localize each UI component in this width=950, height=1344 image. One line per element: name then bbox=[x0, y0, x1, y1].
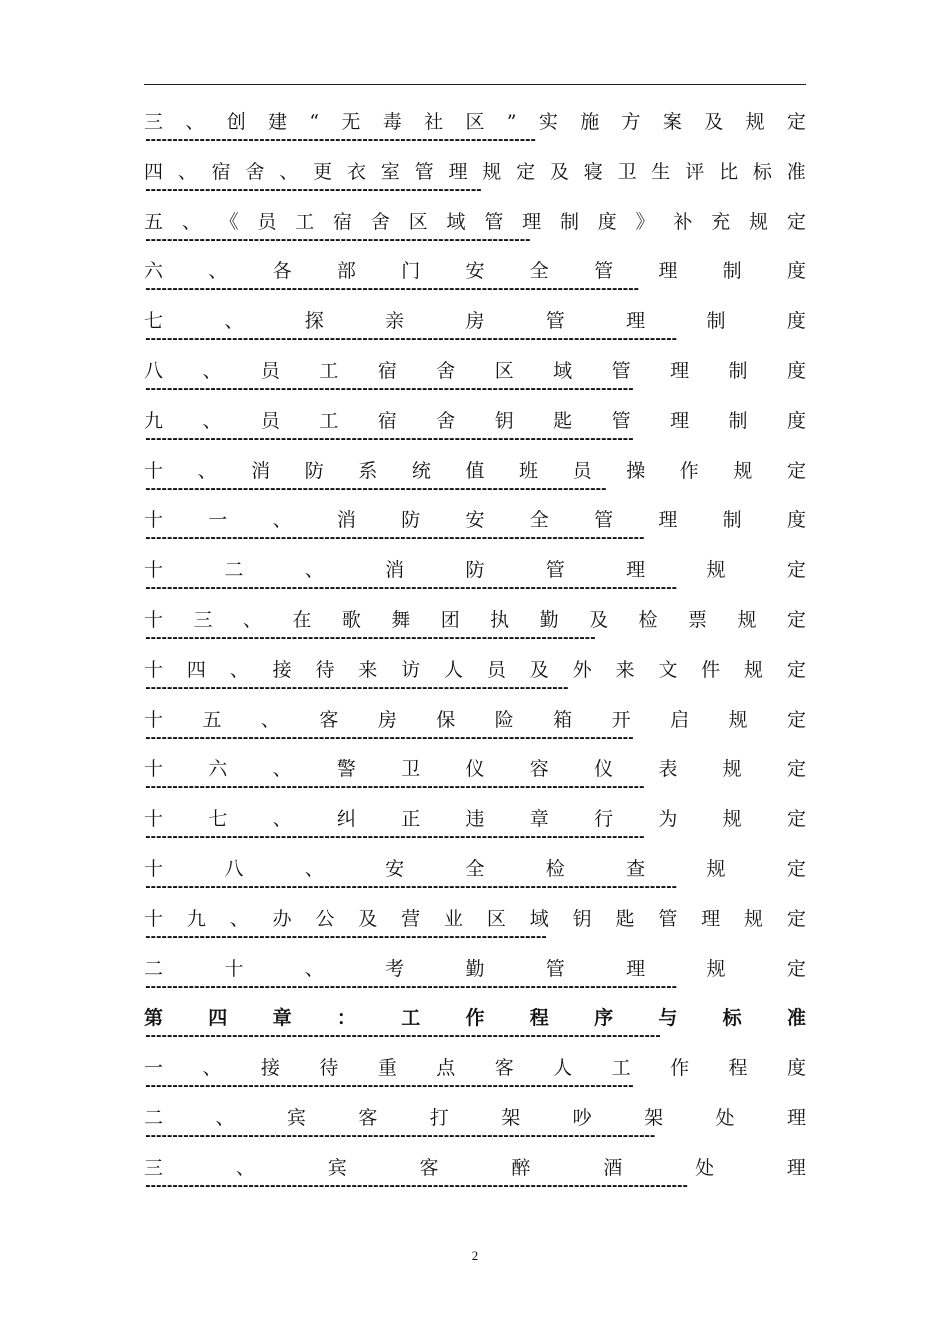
toc-entry-leader: ---------------------------------------------------------------------------------------------------- bbox=[144, 1181, 687, 1192]
toc-entry-title: 十 四 、 接 待 来 访 人 员 及 外 来 文 件 规 定 bbox=[144, 658, 806, 681]
toc-entry-leader: -------------------------------------------------------------------------------------------------- bbox=[144, 882, 676, 893]
toc-entry-title: 十 、 消 防 系 统 值 班 员 操 作 规 定 bbox=[144, 459, 806, 482]
toc-entry-leader: -------------------------------------------------------------------------------------------------- bbox=[144, 982, 676, 993]
toc-entry-title: 八 、 员 工 宿 舍 区 域 管 理 制 度 bbox=[144, 359, 806, 382]
toc-entry-leader: ------------------------------------------------------------------------------------------ bbox=[144, 384, 633, 395]
toc-entry-leader: ----------------------------------------------------------------------------------------------- bbox=[144, 1032, 660, 1043]
table-of-contents bbox=[144, 108, 806, 1204]
toc-entry-title: 十 八 、 安 全 检 查 规 定 bbox=[144, 857, 806, 880]
toc-entry-title: 九 、 员 工 宿 舍 钥 匙 管 理 制 度 bbox=[144, 409, 806, 432]
toc-entry-leader: ------------------------------------------------------------------------------------------ bbox=[144, 434, 633, 445]
toc-entry[interactable] bbox=[144, 905, 806, 955]
toc-entry-leader: ---------------------------------------------------------------------------------------------- bbox=[144, 1131, 655, 1142]
toc-entry[interactable] bbox=[144, 855, 806, 905]
toc-entry[interactable] bbox=[144, 457, 806, 507]
toc-entry[interactable] bbox=[144, 407, 806, 457]
chapter-heading-entry[interactable] bbox=[144, 1004, 806, 1054]
toc-entry[interactable] bbox=[144, 506, 806, 556]
toc-entry-leader: ------------------------------------------------------------------------------------------ bbox=[144, 1082, 633, 1093]
toc-entry-title: 五 、 《 员 工 宿 舍 区 域 管 理 制 度 》 补 充 规 定 bbox=[144, 210, 806, 233]
toc-entry[interactable] bbox=[144, 955, 806, 1005]
toc-entry-title: 十 七 、 纠 正 违 章 行 为 规 定 bbox=[144, 808, 806, 831]
toc-entry-leader: ------------------------------------------------------------------------------ bbox=[144, 683, 568, 694]
toc-entry[interactable] bbox=[144, 158, 806, 208]
toc-entry-title: 十 二 、 消 防 管 理 规 定 bbox=[144, 559, 806, 582]
toc-entry[interactable] bbox=[144, 108, 806, 158]
toc-entry[interactable] bbox=[144, 357, 806, 407]
toc-entry-leader: -------------------------------------------------------------------------------------------- bbox=[144, 833, 644, 844]
toc-entry-leader: ------------------------------------------------------------------------------------------- bbox=[144, 285, 638, 296]
toc-entry-title: 十 九 、 办 公 及 营 业 区 域 钥 匙 管 理 规 定 bbox=[144, 907, 806, 930]
toc-entry-title: 十 一 、 消 防 安 全 管 理 制 度 bbox=[144, 509, 806, 532]
toc-entry-leader: -------------------------------------------------------------- bbox=[144, 185, 481, 196]
toc-entry-title: 二 、 宾 客 打 架 吵 架 处 理 bbox=[144, 1106, 806, 1129]
toc-entry-leader: ----------------------------------------------------------------------- bbox=[144, 235, 530, 246]
toc-entry-leader: -------------------------------------------------------------------------------------------- bbox=[144, 783, 644, 794]
toc-entry-leader: ------------------------------------------------------------------------ bbox=[144, 136, 535, 146]
toc-entry-title: 七 、 探 亲 房 管 理 制 度 bbox=[144, 310, 806, 333]
toc-entry-leader: -------------------------------------------------------------------------------------------- bbox=[144, 534, 644, 545]
page-number: 2 bbox=[471, 1248, 479, 1263]
toc-entry-leader: ------------------------------------------------------------------------------------- bbox=[144, 484, 606, 495]
toc-entry[interactable] bbox=[144, 307, 806, 357]
toc-entry-title: 第 四 章 ： 工 作 程 序 与 标 准 bbox=[144, 1007, 806, 1030]
toc-entry-title: 十 三 、 在 歌 舞 团 执 勤 及 检 票 规 定 bbox=[144, 608, 806, 631]
toc-entry[interactable] bbox=[144, 656, 806, 706]
toc-entry-leader: -------------------------------------------------------------------------- bbox=[144, 932, 546, 943]
toc-entry[interactable] bbox=[144, 706, 806, 756]
toc-entry-leader: -------------------------------------------------------------------------------------------------- bbox=[144, 584, 676, 595]
toc-entry-title: 六 、 各 部 门 安 全 管 理 制 度 bbox=[144, 260, 806, 283]
toc-entry[interactable] bbox=[144, 556, 806, 606]
toc-entry-leader: ------------------------------------------------------------------------------------------ bbox=[144, 733, 633, 744]
toc-entry-title: 三 、 宾 客 醉 酒 处 理 bbox=[144, 1156, 806, 1179]
toc-entry[interactable] bbox=[144, 208, 806, 258]
header-rule bbox=[144, 84, 806, 85]
toc-entry[interactable] bbox=[144, 805, 806, 855]
toc-entry[interactable] bbox=[144, 1154, 806, 1204]
toc-entry[interactable] bbox=[144, 1054, 806, 1104]
toc-entry-title: 三 、 创 建 “ 无 毒 社 区 ” 实 施 方 案 及 规 定 bbox=[144, 111, 806, 133]
toc-entry-title: 四 、 宿 舍 、 更 衣 室 管 理 规 定 及 寝 卫 生 评 比 标 准 bbox=[144, 160, 806, 183]
toc-entry-leader: -------------------------------------------------------------------------------------------------- bbox=[144, 335, 676, 346]
toc-entry-title: 十 五 、 客 房 保 险 箱 开 启 规 定 bbox=[144, 708, 806, 731]
toc-entry-title: 一 、 接 待 重 点 客 人 工 作 程 度 bbox=[144, 1057, 806, 1080]
toc-entry-leader: ----------------------------------------------------------------------------------- bbox=[144, 633, 595, 644]
toc-entry-title: 十 六 、 警 卫 仪 容 仪 表 规 定 bbox=[144, 758, 806, 781]
toc-entry[interactable] bbox=[144, 606, 806, 656]
toc-entry[interactable] bbox=[144, 755, 806, 805]
toc-entry[interactable] bbox=[144, 257, 806, 307]
toc-entry[interactable] bbox=[144, 1104, 806, 1154]
toc-entry-title: 二 十 、 考 勤 管 理 规 定 bbox=[144, 957, 806, 980]
